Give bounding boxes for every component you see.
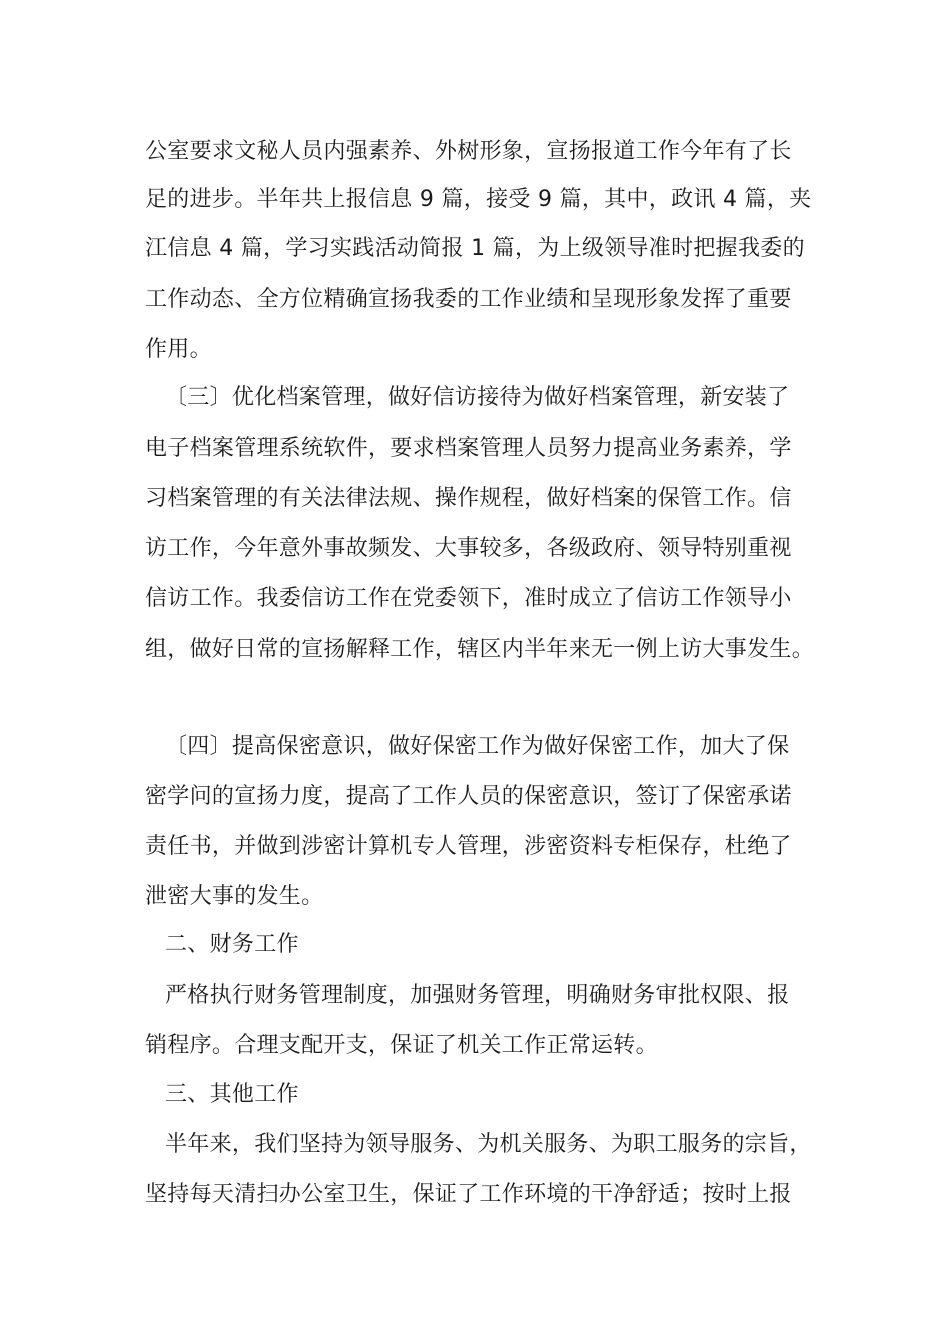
paragraph-line: 信访工作。我委信访工作在党委领下，准时成立了信访工作领导小 (145, 586, 792, 611)
paragraph-line: 组，做好日常的宣扬解释工作，辖区内半年来无一例上访大事发生。 (145, 637, 815, 662)
paragraph-line: 泄密大事的发生。 (145, 884, 324, 909)
heading-finance: 二、财务工作 (165, 932, 299, 957)
paragraph-line: 责任书，并做到涉密计算机专人管理，涉密资料专柜保存，杜绝了 (145, 834, 792, 859)
paragraph-line: 销程序。合理支配开支，保证了机关工作正常运转。 (145, 1033, 658, 1058)
section-four-line: 〔四〕提高保密意识，做好保密工作为做好保密工作，加大了保 (165, 734, 790, 759)
paragraph-line: 足的进步。半年共上报信息 9 篇，接受 9 篇，其中，政讯 4 篇，夹 (145, 187, 812, 212)
paragraph-line: 工作动态、全方位精确宣扬我委的工作业绩和呈现形象发挥了重要 (145, 287, 792, 312)
section-three-line: 〔三〕优化档案管理，做好信访接待为做好档案管理，新安装了 (165, 385, 790, 410)
heading-other-work: 三、其他工作 (165, 1082, 299, 1107)
paragraph-line: 电子档案管理系统软件，要求档案管理人员努力提高业务素养，学 (145, 436, 792, 461)
paragraph-line: 坚持每天清扫办公室卫生，保证了工作环境的干净舒适；按时上报 (145, 1182, 792, 1207)
paragraph-line: 访工作，今年意外事故频发、大事较多，各级政府、领导特别重视 (145, 536, 792, 561)
paragraph-line: 半年来，我们坚持为领导服务、为机关服务、为职工服务的宗旨， (165, 1132, 812, 1157)
paragraph-line: 密学问的宣扬力度，提高了工作人员的保密意识，签订了保密承诺 (145, 784, 792, 809)
paragraph-line: 习档案管理的有关法律法规、操作规程，做好档案的保管工作。信 (145, 486, 792, 511)
paragraph-line: 公室要求文秘人员内强素养、外树形象，宣扬报道工作今年有了长 (145, 139, 792, 164)
paragraph-line: 严格执行财务管理制度，加强财务管理，明确财务审批权限、报 (165, 983, 790, 1008)
paragraph-line: 作用。 (145, 337, 212, 362)
paragraph-line: 江信息 4 篇，学习实践活动简报 1 篇，为上级领导准时把握我委的 (145, 236, 805, 261)
